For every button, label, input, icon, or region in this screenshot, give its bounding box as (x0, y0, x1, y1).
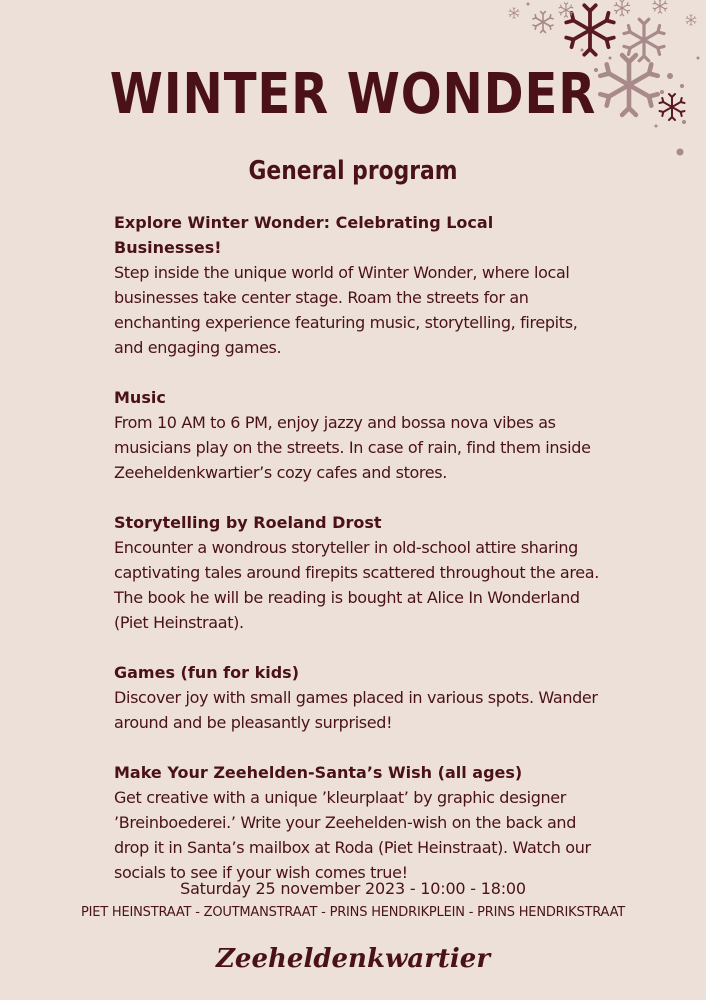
section-body: From 10 AM to 6 PM, enjoy jazzy and bossa nova vibes as musicians play on the streets. In case of rain, find them inside Zeeheldenkwartier’s cozy cafes and stores. (114, 413, 591, 482)
program-list (114, 210, 604, 910)
snowflake-icon (660, 94, 685, 120)
snowflake-icon (566, 5, 614, 54)
snowflake-icon (624, 19, 664, 61)
program-section (114, 385, 604, 485)
section-heading: Explore Winter Wonder: Celebrating Local Businesses! (114, 213, 494, 257)
snowflake-icon (653, 0, 667, 13)
program-section (114, 210, 604, 360)
program-section (114, 660, 604, 735)
main-title: WINTER WONDER (109, 62, 597, 127)
snowflake-icon (509, 8, 519, 18)
program-section (114, 510, 604, 635)
section-heading: Storytelling by Roeland Drost (114, 513, 382, 532)
section-body: Get creative with a unique ’kleurplaat’ by graphic designer ’Breinboederei.’ Write your Zeehelden-wish on the back and drop it in Santa’s mailbox at Roda (Piet Heinstraat). Watch our socials to see if your wish comes true! (114, 788, 591, 882)
snowflake-icon (615, 0, 630, 16)
subtitle: General program (248, 156, 458, 186)
section-heading: Music (114, 388, 166, 407)
zeeheldenkwartier-logo: Zeeheldenkwartier (215, 944, 491, 974)
snowflake-icon (559, 3, 573, 17)
program-section (114, 760, 604, 885)
section-body: Encounter a wondrous storyteller in old-school attire sharing captivating tales around firepits scattered throughout the area. The book he will be reading is bought at Alice In Wonderland (Piet Heinstraat). (114, 538, 599, 632)
snowflake-icon (533, 12, 553, 33)
section-body: Step inside the unique world of Winter Wonder, where local businesses take center stage. Roam the streets for an enchanting experience featuring music, storytelling, firepits, and engaging games. (114, 263, 578, 357)
section-heading: Make Your Zeehelden-Santa’s Wish (all ages) (114, 763, 523, 782)
section-body: Discover joy with small games placed in various spots. Wander around and be pleasantly surprised! (114, 688, 598, 732)
street-list: PIET HEINSTRAAT - ZOUTMANSTRAAT - PRINS HENDRIKPLEIN - PRINS HENDRIKSTRAAT (80, 905, 626, 920)
event-date: Saturday 25 november 2023 - 10:00 - 18:00 (180, 879, 526, 898)
section-heading: Games (fun for kids) (114, 663, 299, 682)
snowflake-icon (686, 15, 696, 25)
